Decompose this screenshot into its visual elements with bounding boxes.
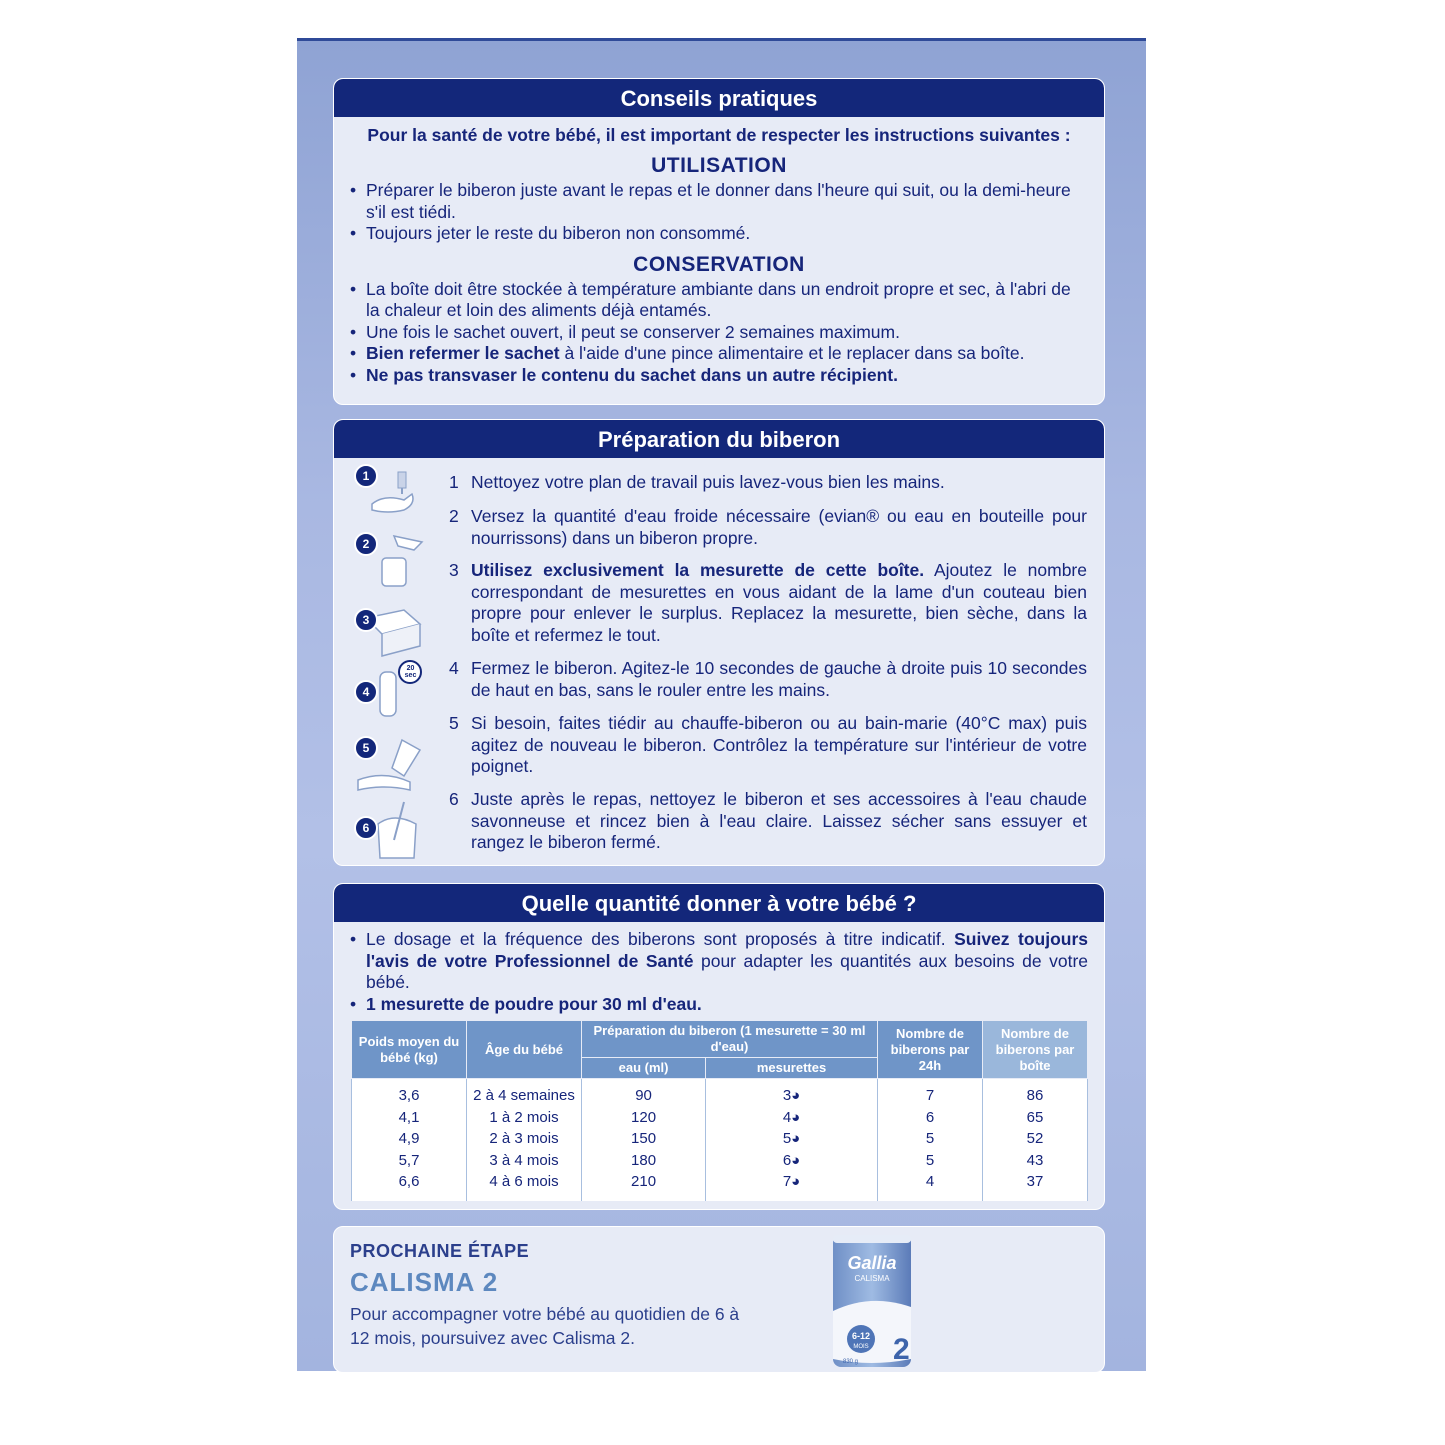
col-mes-header: mesurettes bbox=[706, 1058, 878, 1079]
step-badge: 1 bbox=[354, 464, 378, 488]
utilisation-list bbox=[350, 180, 1088, 245]
scoop-icon: ◕ bbox=[791, 1151, 801, 1169]
step-1 bbox=[449, 472, 1087, 494]
list-item bbox=[350, 343, 1088, 365]
cell: 43 bbox=[983, 1150, 1088, 1172]
list-item-text: à l'aide d'une pince alimentaire et le replacer dans sa boîte. bbox=[559, 343, 1025, 363]
cell: 1 à 2 mois bbox=[467, 1107, 582, 1129]
step-number: 4 bbox=[449, 658, 459, 678]
preparation-title: Préparation du biberon bbox=[334, 420, 1104, 458]
step-text: Versez la quantité d'eau froide nécessaire (evian® ou eau en bouteille pour nourrissons) dans un biberon propre. bbox=[471, 506, 1087, 548]
next-step-kicker: PROCHAINE ÉTAPE bbox=[350, 1241, 530, 1261]
list-item: • Toujours jeter le reste du biberon non consommé. bbox=[350, 223, 1088, 245]
quantite-panel bbox=[333, 883, 1105, 1210]
utilisation-title: UTILISATION bbox=[651, 154, 787, 177]
conseils-panel bbox=[333, 78, 1105, 405]
list-item: • La boîte doit être stockée à température ambiante dans un endroit propre et sec, à l'abri de la chaleur et loin des aliments déjà entamés. bbox=[350, 279, 1088, 322]
quantite-list bbox=[350, 929, 1088, 1015]
pour-water-illustration bbox=[354, 532, 424, 594]
table-row bbox=[352, 1150, 1088, 1172]
step-bold-text: Utilisez exclusivement la mesurette de cette boîte. bbox=[471, 560, 925, 580]
step-3 bbox=[449, 560, 1087, 646]
cell: 65 bbox=[983, 1107, 1088, 1129]
cell: 180 bbox=[582, 1150, 706, 1172]
quantite-title: Quelle quantité donner à votre bébé ? bbox=[334, 884, 1104, 922]
step-number: 5 bbox=[449, 713, 459, 733]
step-text: Juste après le repas, nettoyez le biberon et ses accessoires à l'eau chaude savonneuse et rincez bien à l'eau claire. Laissez sécher sans essuyer et rangez le biberon fermé. bbox=[471, 789, 1087, 852]
cell: 7 bbox=[878, 1079, 983, 1107]
can-brand: Gallia bbox=[847, 1253, 897, 1273]
temperature-check-illustration bbox=[354, 736, 424, 798]
col-age-header: Âge du bébé bbox=[467, 1021, 582, 1079]
step-5 bbox=[449, 713, 1087, 778]
table-row bbox=[352, 1128, 1088, 1150]
bold-text: Suivez toujours l'avis de votre Professionnel de Santé bbox=[366, 929, 1088, 971]
step-text: Fermez le biberon. Agitez-le 10 secondes de gauche à droite puis 10 secondes de haut en bas, sans le rouler entre les mains. bbox=[471, 658, 1087, 700]
scoop-icon: ◕ bbox=[791, 1173, 801, 1191]
step-badge: 2 bbox=[354, 532, 378, 556]
step-number: 6 bbox=[449, 789, 459, 809]
scoop-icon: ◕ bbox=[791, 1108, 801, 1126]
next-step-panel bbox=[333, 1226, 1105, 1373]
step-4 bbox=[449, 658, 1087, 701]
cell: 2 à 3 mois bbox=[467, 1128, 582, 1150]
cell bbox=[706, 1150, 878, 1172]
scoop-illustration bbox=[354, 598, 424, 660]
cell: 3,6 bbox=[352, 1079, 467, 1107]
step-badge: 4 bbox=[354, 680, 378, 704]
step-text: Si besoin, faites tiédir au chauffe-biberon ou au bain-marie (40°C max) puis agitez de nouveau le biberon. Contrôlez la température sur l'intérieur de votre poignet. bbox=[471, 713, 1087, 776]
list-item: • Une fois le sachet ouvert, il peut se conserver 2 semaines maximum. bbox=[350, 322, 1088, 344]
col-poids-header: Poids moyen du bébé (kg) bbox=[352, 1021, 467, 1079]
bold-text: Ne pas transvaser le contenu du sachet dans un autre récipient. bbox=[366, 364, 898, 385]
cell: 5 bbox=[878, 1150, 983, 1172]
conservation-title: CONSERVATION bbox=[633, 252, 805, 276]
mes-value: 5 bbox=[782, 1130, 792, 1148]
cell: 90 bbox=[582, 1079, 706, 1107]
step-2 bbox=[449, 506, 1087, 549]
bold-text: 1 mesurette de poudre pour 30 ml d'eau. bbox=[366, 993, 702, 1014]
next-step-title: CALISMA 2 bbox=[350, 1267, 499, 1297]
conseils-title: Conseils pratiques bbox=[334, 79, 1104, 117]
product-can-image bbox=[831, 1233, 913, 1369]
cell: 86 bbox=[983, 1079, 1088, 1107]
cell bbox=[706, 1079, 878, 1107]
cell: 2 à 4 semaines bbox=[467, 1079, 582, 1107]
cell: 210 bbox=[582, 1171, 706, 1201]
list-item-text: Le dosage et la fréquence des biberons sont proposés à titre indicatif. bbox=[366, 929, 955, 949]
can-weight: 830 g bbox=[843, 1359, 859, 1365]
step-text bbox=[471, 560, 1087, 646]
timer-label: 20 sec bbox=[404, 665, 417, 679]
cell: 52 bbox=[983, 1128, 1088, 1150]
cell: 4 bbox=[878, 1171, 983, 1201]
cell bbox=[706, 1128, 878, 1150]
cell: 4 à 6 mois bbox=[467, 1171, 582, 1201]
cell bbox=[706, 1171, 878, 1201]
step-badge: 6 bbox=[354, 816, 378, 840]
conseils-intro: Pour la santé de votre bébé, il est important de respecter les instructions suivantes : bbox=[367, 125, 1071, 145]
cell: 6 bbox=[878, 1107, 983, 1129]
can-age-unit: MOIS bbox=[853, 1344, 869, 1350]
shake-bottle-illustration bbox=[354, 658, 424, 720]
cell: 37 bbox=[983, 1171, 1088, 1201]
cell: 5,7 bbox=[352, 1150, 467, 1172]
dosage-table bbox=[351, 1020, 1088, 1201]
bold-text: Bien refermer le sachet bbox=[366, 343, 560, 363]
can-stage: 2 bbox=[893, 1333, 910, 1366]
can-line: CALISMA bbox=[854, 1274, 890, 1283]
col-eau-header: eau (ml) bbox=[582, 1058, 706, 1079]
cell: 120 bbox=[582, 1107, 706, 1129]
col-nb24-header: Nombre de biberons par 24h bbox=[878, 1021, 983, 1079]
cell bbox=[706, 1107, 878, 1129]
step-6 bbox=[449, 789, 1087, 854]
list-item bbox=[350, 994, 1088, 1016]
step-number: 2 bbox=[449, 506, 459, 526]
cell: 4,9 bbox=[352, 1128, 467, 1150]
cell: 6,6 bbox=[352, 1171, 467, 1201]
cleaning-illustration bbox=[354, 800, 424, 862]
step-badge: 5 bbox=[354, 736, 378, 760]
scoop-icon: ◕ bbox=[791, 1130, 801, 1148]
mes-value: 6 bbox=[782, 1151, 792, 1169]
mes-value: 4 bbox=[782, 1108, 792, 1126]
can-graphic bbox=[831, 1233, 913, 1369]
cell: 150 bbox=[582, 1128, 706, 1150]
step-rest-text: Ajoutez le nombre correspondant de mesurettes en vous aidant de la lame d'un couteau bien propre pour enlever le surplus. Replacez la mesurette, bien sèche, dans la boîte et refermez le tout. bbox=[471, 560, 1087, 645]
cell: 3 à 4 mois bbox=[467, 1150, 582, 1172]
preparation-panel bbox=[333, 419, 1105, 866]
next-step-description: Pour accompagner votre bébé au quotidien de 6 à 12 mois, poursuivez avec Calisma 2. bbox=[350, 1304, 740, 1348]
step-number: 1 bbox=[449, 472, 459, 492]
list-item-text: pour adapter les quantités aux besoins de votre bébé. bbox=[366, 950, 1088, 992]
mes-value: 7 bbox=[782, 1173, 792, 1191]
list-item bbox=[350, 365, 1088, 387]
step-text: Nettoyez votre plan de travail puis lavez-vous bien les mains. bbox=[471, 472, 945, 492]
can-age: 6-12 bbox=[851, 1331, 871, 1341]
table-row bbox=[352, 1107, 1088, 1129]
list-item: • Préparer le biberon juste avant le repas et le donner dans l'heure qui suit, ou la demi-heure s'il est tiédi. bbox=[350, 180, 1088, 223]
step-badge: 3 bbox=[354, 608, 378, 632]
hand-washing-illustration bbox=[354, 464, 424, 526]
table-row bbox=[352, 1171, 1088, 1201]
cell: 4,1 bbox=[352, 1107, 467, 1129]
scoop-icon: ◕ bbox=[791, 1087, 801, 1105]
conservation-list bbox=[350, 279, 1088, 387]
col-prep-header: Préparation du biberon (1 mesurette = 30 ml d'eau) bbox=[582, 1021, 878, 1058]
cell: 5 bbox=[878, 1128, 983, 1150]
col-nbboite-header: Nombre de biberons par boîte bbox=[983, 1021, 1088, 1079]
mes-value: 3 bbox=[782, 1087, 792, 1105]
list-item bbox=[350, 929, 1088, 994]
table-row bbox=[352, 1079, 1088, 1107]
step-number: 3 bbox=[449, 560, 459, 580]
